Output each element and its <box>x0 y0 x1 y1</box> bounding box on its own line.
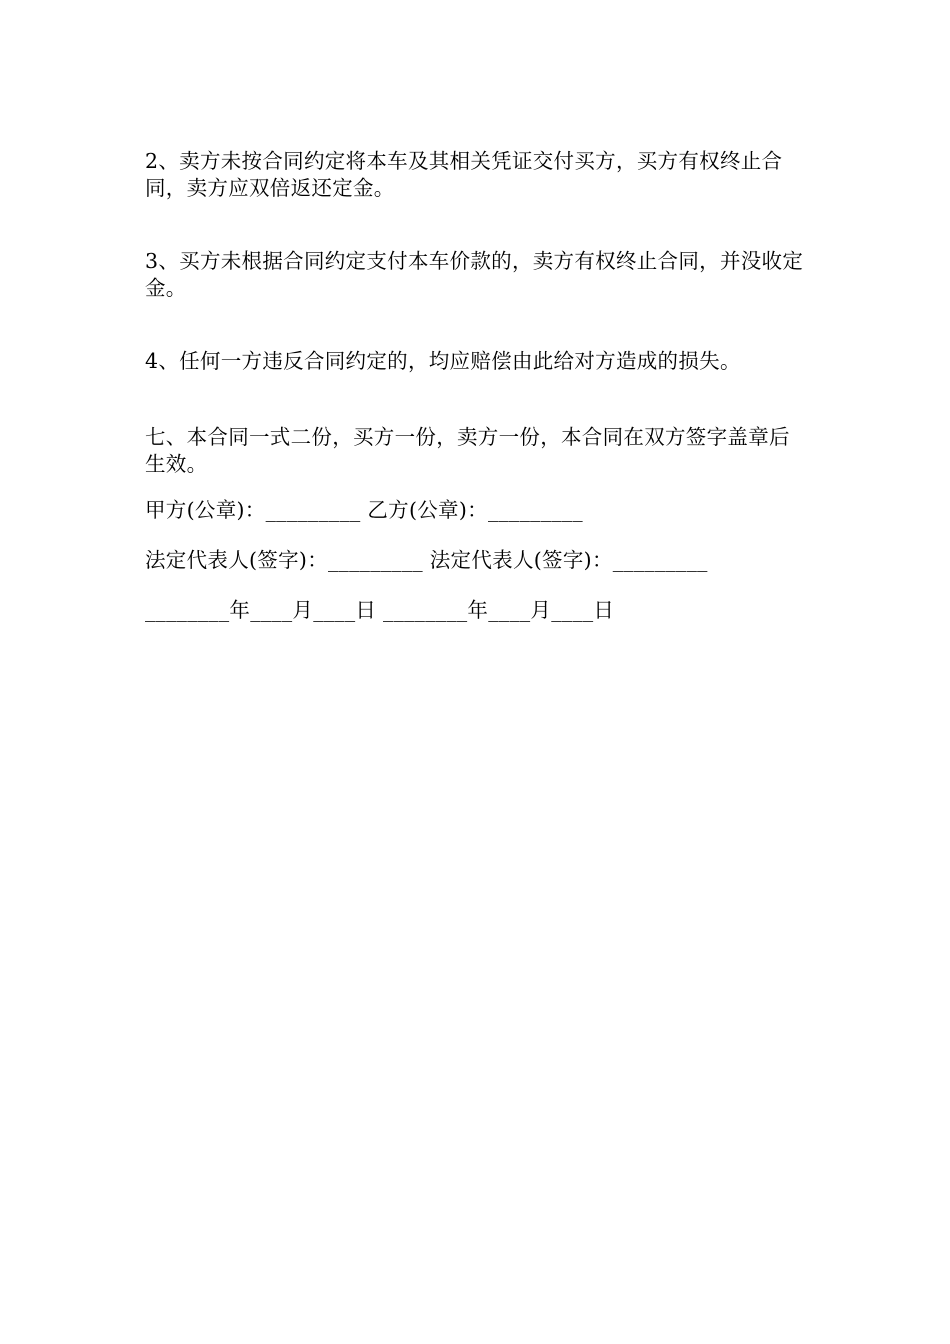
date-line: ________年____月____日 ________年____月____日 <box>145 598 615 622</box>
clause-4-paragraph: 4、任何一方违反合同约定的，均应赔偿由此给对方造成的损失。 <box>145 349 741 373</box>
clause-2-paragraph: 2、卖方未按合同约定将本车及其相关凭证交付买方，买方有权终止合同，卖方应双倍返还定金。 <box>145 149 783 200</box>
party-seal-line: 甲方(公章)：_________ 乙方(公章)：_________ <box>145 498 583 522</box>
clause-3-paragraph: 3、买方未根据合同约定支付本车价款的，卖方有权终止合同，并没收定金。 <box>145 249 804 300</box>
representative-signature-line: 法定代表人(签字)：_________ 法定代表人(签字)：_________ <box>145 548 708 572</box>
clause-7-paragraph: 七、本合同一式二份，买方一份，卖方一份，本合同在双方签字盖章后生效。 <box>145 425 790 476</box>
